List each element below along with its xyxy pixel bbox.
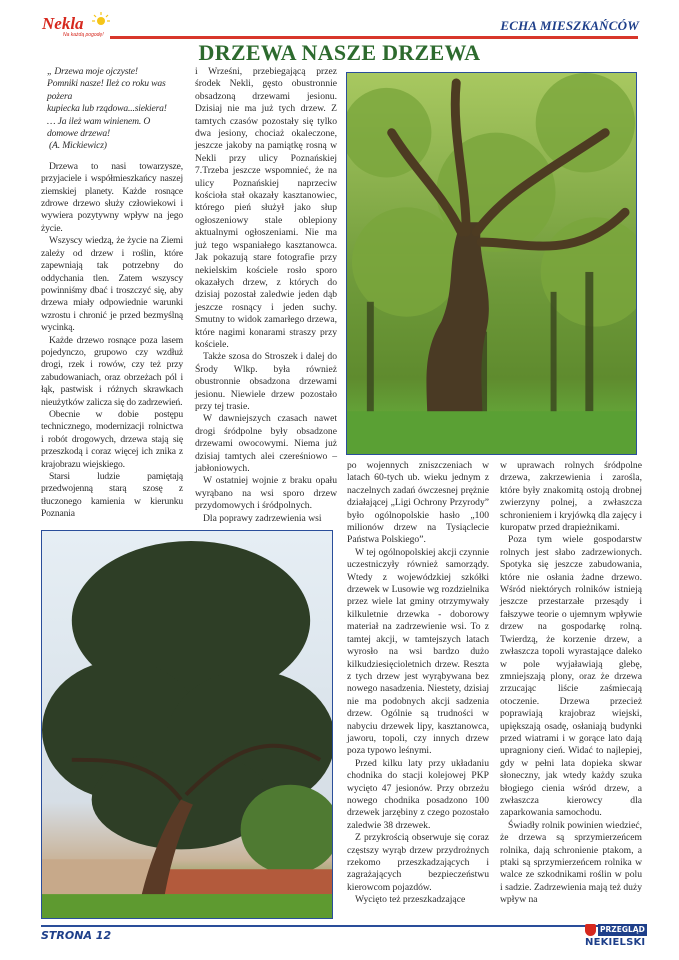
- paragraph: W dawniejszych czasach nawet drogi śródpolne były obsadzone drzewami owocowymi. Niema już dzisiaj tamtych alei czereśniowo – jabłoniowych.: [195, 413, 337, 474]
- page-number: STRONA 12: [41, 929, 112, 942]
- text-column-2: [195, 66, 337, 525]
- poem-line: … Ja ileż wam winienem. O domowe drzewa!: [47, 115, 151, 140]
- poem-line: „ Drzewa moje ojczyste!: [47, 66, 138, 77]
- paragraph: Także szosa do Stroszek i dalej do Środy Wlkp. była również obustronnie obsadzona drzewami jesionu. Niewiele drzew pozostało przy tej trasie.: [195, 351, 337, 412]
- przeglad-nekielski-logo: [585, 922, 645, 952]
- coat-of-arms-icon: [585, 924, 596, 936]
- header-rule: [110, 36, 638, 39]
- poem-attribution: (A. Mickiewicz): [49, 140, 107, 152]
- brand-top-text: PRZEGLĄD: [600, 925, 645, 934]
- text-column-1: [41, 66, 183, 521]
- logo-tagline: Na każdą pogodę!: [63, 32, 104, 38]
- paragraph: Przed kilku laty przy układaniu chodnika do stacji kolejowej PKP wycięto 47 jesionów. Przy obrzeżu nowego chodnika posadzono 100 drzewek jarzębiny z czego pozostało zaledwie 38 drzewek.: [347, 757, 489, 831]
- paragraph: W ostatniej wojnie z braku opału wyrąbano na wsi sporo drzew przydomowych i śródpolnych.: [195, 475, 337, 512]
- paragraph: Drzewa to nasi towarzysze, przyjaciele i współmieszkańcy naszej ziemskiej planety. Każde rosnące zdrowe drzewo służy człowiekowi i wywiera pozytywny wpływ na jego życie.: [41, 160, 183, 234]
- pine-tree-illustration: [42, 531, 332, 918]
- paragraph: Każde drzewo rosnące poza lasem pojedynczo, grupowo czy wzdłuż drogi, rzek i rowów, czy też przy zabudowaniach, oraz obrzeżach pól i łąk, pastwisk i różnych skrawkach nieużytków zalicza się do zadrzewień.: [41, 334, 183, 408]
- article-title: DRZEWA NASZE DRZEWA: [198, 40, 481, 65]
- logo-wordmark: Nekla: [42, 14, 84, 33]
- text-column-3: [347, 460, 489, 907]
- poem-line: kupiecka lub rządowa...siekiera!: [47, 103, 167, 115]
- paragraph: Dla poprawy zadrzewienia wsi: [203, 512, 322, 524]
- poem-quote: [41, 66, 183, 153]
- paragraph: Starsi ludzie pamiętają przedwojenną starą szosę z tłuczonego kamienia w kierunku Poznania: [41, 471, 183, 520]
- section-label: ECHA MIESZKAŃCÓW: [500, 18, 639, 33]
- nekla-logo: [40, 12, 112, 42]
- paragraph: Poza tym wiele gospodarstw rolnych jest słabo zadrzewionych. Spotyka się jeszcze zabudowania, które nie osłania żadne drzewo. Wśród niektórych rolników istnieją jeszcze przestarzałe przesądy i fałszywe teorie o ujemnym wpływie drzew na gospodarkę rolną. Twierdzą, że korzenie drzew, a zwłaszcza topoli wyrastające daleko w pole wyjaławiają glebę, zmniejszają plony, oraz że drzewa zrzucając liście zaśmiecają otoczenie. Drzewa przecież poprawiają krajobraz wiejski, upiększają osadę, osłaniają budynki przed wiatrami i w gorące lato dają upragniony cień. Widać to najlepiej, gdy w pełni lata dopieka skwar słoneczny, jak wtedy każdy szuka błogiego cienia wśród drzew, a zwłaszcza kierowcy dla zaparkowania samochodu.: [500, 534, 642, 819]
- paragraph: W tej ogólnopolskiej akcji czynnie uczestniczyły również samorządy. Wtedy z wojewódzkiej szkółki drzewek w Lusowie wg rozdzielnika przez wiele lat gminy otrzymywały kilkuletnie drzewka - doborowy materiał na zadrzewienie wsi. To z tamtej akcji, w tamtejszych latach wyrosło na wsi bardzo dużo kilkudziesięcioletnich drzew. Reszta z tych drzew jest wyrąbywana bez nowego nasadzenia. Niestety, dzisiaj nie ma podobnych akcji sadzenia drzew. Ogólnie są trudności w nabyciu drzewek lipy, kasztanowca, jaworu, topoli, czy innych drzew poza typowo leśnymi.: [347, 546, 489, 757]
- paragraph: Świadły rolnik powinien wiedzieć, że drzewa są sprzymierzeńcem rolnika, dają schronienie ptakom, a ptaki są sprzymierzeńcem rolnika w walce ze szkodnikami roślin w polu i sadzie. Zadrzewienia mają też duży wpływ na: [500, 819, 642, 906]
- paragraph: Wszyscy wiedzą, że życie na Ziemi zależy od drzew i roślin, które zapewniają tak potrzebny do oddychania tlen. Zatem wszyscy powinniśmy dbać i troszczyć się, aby drzewa miały odpowiednie warunki wzrostu i chronić je przed bezmyślną wycinką.: [41, 235, 183, 334]
- paragraph: i Wrześni, przebiegającą przez środek Nekli, gęsto obustronnie obsadzoną drzewami jesionu. Dzisiaj nie ma już tych drzew. Z tamtych czasów pozostały się tylko dwa jesiony, chociaż okaleczone, jeszcze jakoby na pamiątkę rosną w Nekli przy ulicy Poznańskiej 7.Trzeba jeszcze wspomnieć, że na ulicy Poznańskiej naprzeciw kościoła stał okazały kasztanowiec, którego pień służył jako słup ogłoszeniowy stale oblepiony aktualnymi ogłoszeniami. Nie ma już tego wspaniałego kasztanowca. Jak pokazują stare fotografie przy nekielskim kościele rosło sporo okazałych drzew, z których do dzisiaj pozostał zaledwie jeden dąb jeszcze rosnący i jeden suchy. Smutny to widok zamarłego drzewa, które nagimi konarami straszy przy kościele.: [195, 66, 337, 350]
- paragraph: w uprawach rolnych śródpolne drzewa, zakrzewienia i zarośla, które były znakomitą ostoją drobnej zwierzyny polnej, a zwłaszcza schronieniem i kryjówką dla zajęcy i kuropatw przed drapieżnikami.: [500, 460, 642, 534]
- oak-tree-illustration: [347, 73, 636, 454]
- paragraph: Obecnie w dobie postępu technicznego, modernizacji rolnictwa i robót drogowych, drzewa stają się przeszkodą i coraz więcej ich znika z krajobrazu wiejskiego.: [41, 408, 183, 470]
- paragraph: Wycięto też przeszkadzające: [355, 894, 466, 906]
- sun-icon: [92, 12, 110, 26]
- pine-tree-photo: [41, 530, 333, 919]
- paragraph: po wojennych zniszczeniach w latach 60-tych ub. wieku jednym z naczelnych zadań ówczesnej prężnie działającej „Ligi Ochrony Przyrody” było ogólnopolskie hasło „100 milionów drzew na Tysiąclecie Państwa Polskiego”.: [347, 460, 489, 546]
- brand-bottom-text: NEKIELSKI: [585, 937, 646, 948]
- text-column-4: [500, 460, 642, 907]
- paragraph: Z przykrością obserwuje się coraz częstszy wyrąb drzew przydrożnych rzekomo przeszkadzających i zagrażających bezpieczeństwu kierowcom pojazdów.: [347, 832, 489, 893]
- oak-tree-photo: [346, 72, 637, 455]
- footer-rule: [41, 925, 639, 927]
- poem-line: Pomniki nasze! Ileż co roku was pożera: [47, 78, 166, 102]
